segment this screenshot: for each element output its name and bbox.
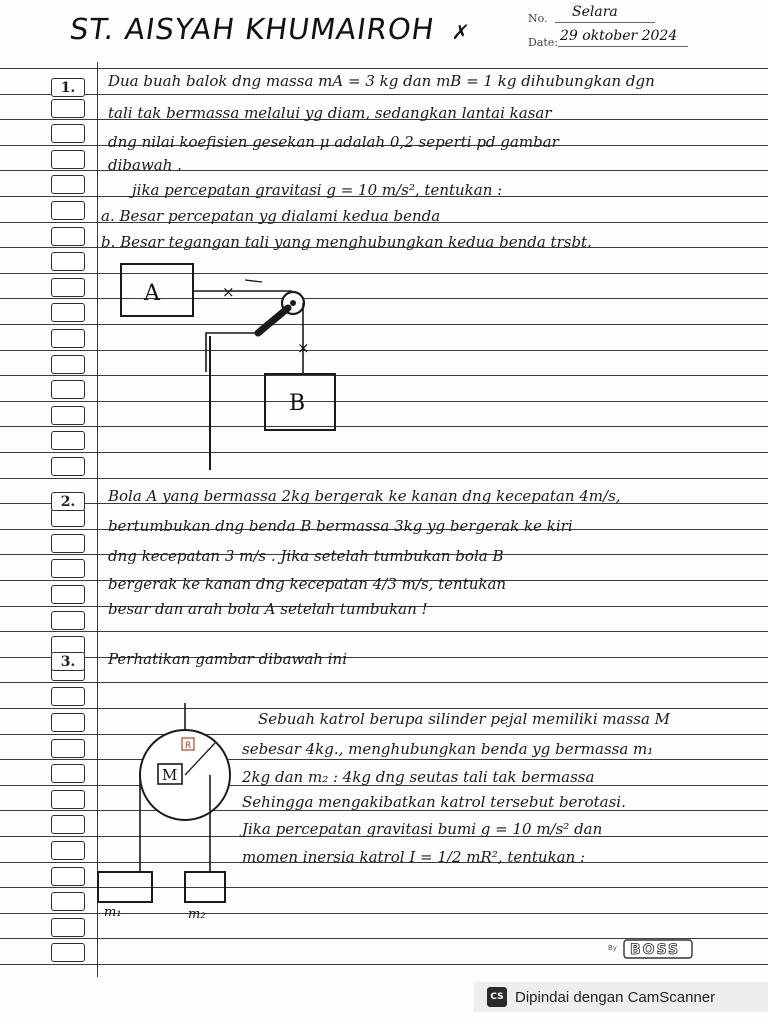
- q3-intro: Perhatikan gambar dibawah ini: [108, 650, 348, 668]
- mass-2-label: m₂: [188, 907, 206, 922]
- q3-line-6: momen inersia katrol I = 1/2 mR², tentukan :: [242, 848, 586, 866]
- q3-line-2: sebesar 4kg., menghubungkan benda yg bermassa m₁: [242, 740, 654, 758]
- q1-line-3: dng nilai koefisien gesekan μ adalah 0,2 seperti pd gambar: [108, 133, 559, 151]
- mass-1-label: m₁: [104, 905, 122, 920]
- q1-line-4: dibawah .: [108, 156, 182, 174]
- q3-line-5: Jika percepatan gravitasi bumi g = 10 m/s² dan: [242, 820, 603, 838]
- camscanner-logo-icon: CS: [487, 987, 507, 1007]
- mass-2-block: [185, 872, 225, 902]
- block-a-label: A: [144, 281, 160, 306]
- mass-1-block: [98, 872, 152, 902]
- tension-mark-2: ×: [297, 339, 310, 357]
- q1-line-2: tali tak bermassa melalui yg diam, sedangkan lantai kasar: [108, 104, 552, 122]
- q1-line-1: Dua buah balok dng massa mA = 3 kg dan mB = 1 kg dihubungkan dgn: [108, 72, 655, 90]
- q2-line-5: besar dan arah bola A setelah tumbukan !: [108, 600, 428, 618]
- q1-line-5: jika percepatan gravitasi g = 10 m/s², tentukan :: [132, 181, 503, 199]
- q3-line-3: 2kg dan m₂ : 4kg dng seutas tali tak bermassa: [242, 768, 595, 786]
- q3-line-4: Sehingga mengakibatkan katrol tersebut berotasi.: [242, 793, 626, 811]
- q1-line-6: a. Besar percepatan yg dialami kedua benda: [101, 207, 441, 225]
- no-value: Selara: [572, 4, 618, 20]
- block-b-label: B: [289, 391, 306, 416]
- pulley-mass-label: M: [162, 766, 178, 784]
- date-label: Date:: [528, 36, 559, 49]
- camscanner-watermark: [474, 982, 768, 1012]
- brand-by-label: By: [608, 944, 617, 952]
- q2-line-4: bergerak ke kanan dng kecepatan 4/3 m/s, tentukan: [108, 575, 507, 593]
- q2-line-3: dng kecepatan 3 m/s . Jika setelah tumbukan bola B: [108, 547, 504, 565]
- q1-line-7: b. Besar tegangan tali yang menghubungkan kedua benda trsbt.: [101, 233, 592, 251]
- q2-line-2: bertumbukan dng benda B bermassa 3kg yg bergerak ke kiri: [108, 517, 573, 535]
- q3-line-1: Sebuah katrol berupa silinder pejal memiliki massa M: [258, 710, 671, 728]
- student-name-text: ST. AISYAH KHUMAIROH: [67, 12, 437, 46]
- question-2-number: 2.: [51, 492, 85, 511]
- brand-stamp: [608, 938, 696, 960]
- date-value: 29 oktober 2024: [560, 28, 678, 44]
- question-3-number: 3.: [51, 652, 85, 671]
- camscanner-text: Dipindai dengan CamScanner: [515, 988, 716, 1006]
- name-mark: ✗: [450, 20, 472, 44]
- question-1-number: 1.: [51, 78, 85, 97]
- brand-stamp-text: BOSS: [630, 942, 681, 958]
- tension-mark-1: ×: [222, 283, 235, 301]
- no-label: No.: [528, 12, 548, 25]
- radius-label: R: [185, 741, 192, 751]
- q2-line-1: Bola A yang bermassa 2kg bergerak ke kanan dng kecepatan 4m/s,: [108, 487, 621, 505]
